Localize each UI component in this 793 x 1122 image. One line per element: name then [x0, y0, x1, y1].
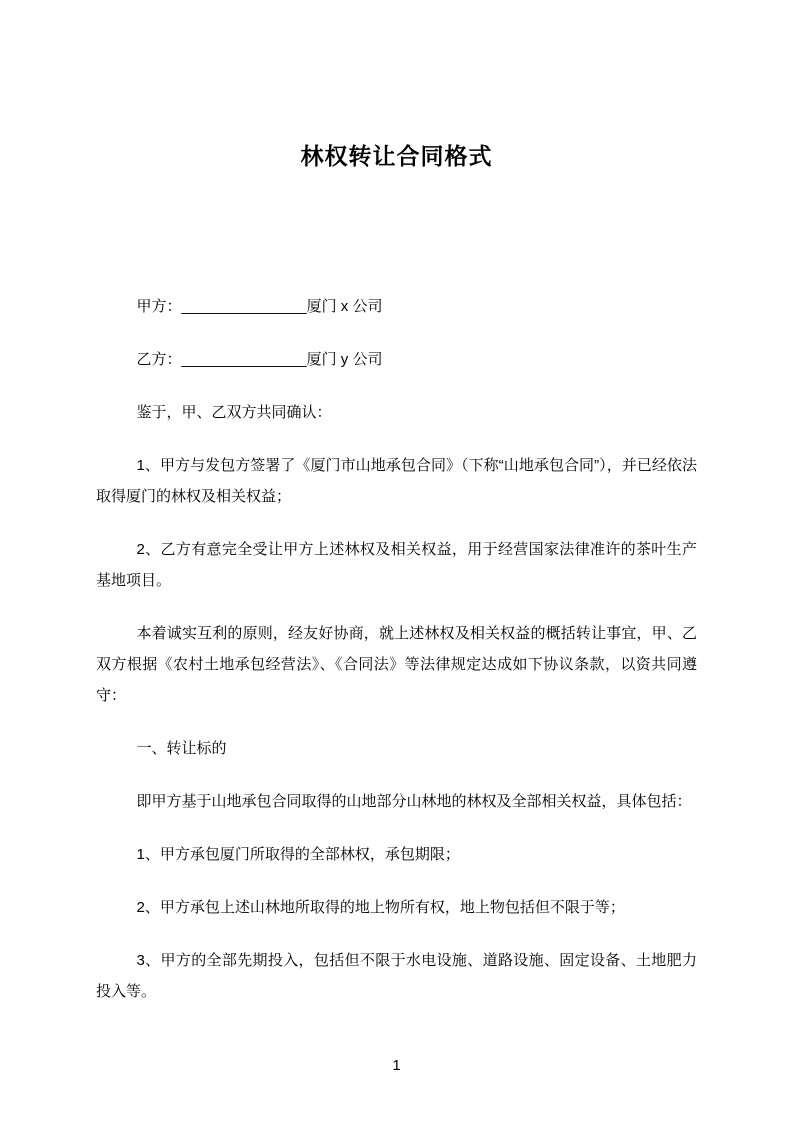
section-heading-1: 一、转让标的 — [136, 740, 227, 757]
recital-item-1: 1、甲方与发包方签署了《厦门市山地承包合同》（下称“山地承包合同”），并已经依法取得厦门的林权及相关权益； — [96, 457, 697, 505]
preamble-paragraph: 本着诚实互利的原则，经友好协商，就上述林权及相关权益的概括转让事宜，甲、乙双方根据《农村土地承包经营法》、《合同法》等法律规定达成如下协议条款，以资共同遵守： — [96, 625, 697, 704]
recital-item-2: 2、乙方有意完全受让甲方上述林权及相关权益，用于经营国家法律准许的茶叶生产基地项目。 — [96, 541, 697, 589]
party-b-line: 乙方：_______________厦门 y 公司 — [136, 351, 383, 368]
clause-intro: 即甲方基于山地承包合同取得的山地部分山林地的林权及全部相关权益，具体包括： — [136, 793, 692, 810]
clause-item-2: 2、甲方承包上述山林地所取得的地上物所有权，地上物包括但不限于等； — [136, 899, 625, 916]
clause-item-3: 3、甲方的全部先期投入，包括但不限于水电设施、道路设施、固定设备、土地肥力投入等。 — [96, 952, 697, 1000]
recital-intro: 鉴于，甲、乙双方共同确认： — [136, 404, 332, 421]
clause-item-1: 1、甲方承包厦门所取得的全部林权，承包期限； — [136, 846, 460, 863]
party-a-line: 甲方：_______________厦门 x 公司 — [136, 298, 383, 315]
document-title: 林权转让合同格式 — [300, 143, 493, 169]
page-number: 1 — [392, 1057, 401, 1074]
